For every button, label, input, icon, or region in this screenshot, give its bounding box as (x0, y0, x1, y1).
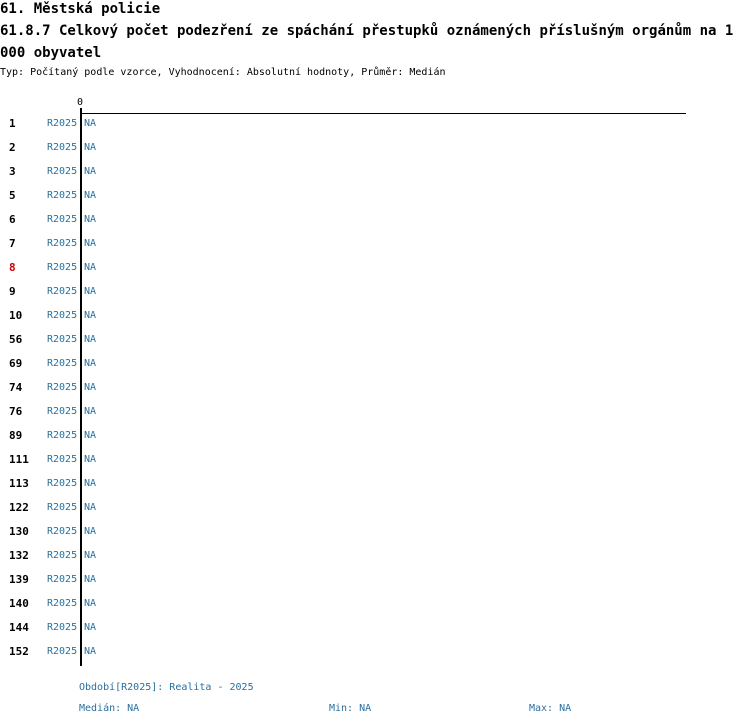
chart-row (0, 162, 200, 186)
value-label: NA (84, 334, 97, 345)
period-label: R2025 (47, 190, 78, 201)
value-label: NA (84, 406, 97, 417)
chart-row (0, 546, 200, 570)
chart-row (0, 114, 200, 138)
category-label: 132 (9, 549, 29, 562)
category-label: 6 (9, 213, 16, 226)
chart-row (0, 354, 200, 378)
period-label: R2025 (47, 238, 78, 249)
chart-row (0, 474, 200, 498)
chart-row (0, 450, 200, 474)
value-label: NA (84, 190, 97, 201)
value-label: NA (84, 622, 97, 633)
category-label: 69 (9, 357, 23, 370)
value-label: NA (84, 574, 97, 585)
chart-row (0, 282, 200, 306)
chart-row (0, 426, 200, 450)
category-label: 76 (9, 405, 23, 418)
category-label: 5 (9, 189, 16, 202)
category-label: 1 (9, 117, 16, 130)
category-label: 89 (9, 429, 23, 442)
category-label: 8 (9, 261, 16, 274)
period-label: R2025 (47, 382, 78, 393)
category-label: 56 (9, 333, 23, 346)
period-label: R2025 (47, 118, 78, 129)
period-label: R2025 (47, 334, 78, 345)
value-label: NA (84, 478, 97, 489)
chart-row (0, 402, 200, 426)
category-label: 10 (9, 309, 23, 322)
category-label: 144 (9, 621, 29, 634)
value-label: NA (84, 526, 97, 537)
category-label: 111 (9, 453, 29, 466)
value-label: NA (84, 382, 97, 393)
chart-meta: Typ: Počítaný podle vzorce, Vyhodnocení: Absolutní hodnoty, Průměr: Medián (0, 67, 446, 78)
category-label: 9 (9, 285, 16, 298)
category-label: 7 (9, 237, 16, 250)
x-axis-tick-0: 0 (77, 97, 84, 108)
chart-row (0, 138, 200, 162)
period-label: R2025 (47, 478, 78, 489)
period-label: R2025 (47, 646, 78, 657)
value-label: NA (84, 166, 97, 177)
category-label: 74 (9, 381, 23, 394)
chart-row (0, 618, 200, 642)
period-label: R2025 (47, 286, 78, 297)
value-label: NA (84, 118, 97, 129)
period-label: R2025 (47, 406, 78, 417)
value-label: NA (84, 598, 97, 609)
value-label: NA (84, 646, 97, 657)
chart-row (0, 570, 200, 594)
category-label: 122 (9, 501, 29, 514)
chart-row (0, 330, 200, 354)
value-label: NA (84, 454, 97, 465)
value-label: NA (84, 142, 97, 153)
value-label: NA (84, 550, 97, 561)
chart-row (0, 522, 200, 546)
period-label: R2025 (47, 454, 78, 465)
chart-row (0, 186, 200, 210)
max-stat: Max: NA (529, 703, 572, 714)
category-label: 113 (9, 477, 29, 490)
chart-title: 61.8.7 Celkový počet podezření ze spáchání přestupků oznámených příslušným orgánům na 1 000 obyvatel (0, 23, 734, 61)
category-label: 140 (9, 597, 29, 610)
period-label: R2025 (47, 214, 78, 225)
section-title: 61. Městská policie (0, 1, 161, 17)
chart-row (0, 234, 200, 258)
value-label: NA (84, 238, 97, 249)
category-label: 3 (9, 165, 16, 178)
period-label: R2025 (47, 358, 78, 369)
chart-row (0, 306, 200, 330)
chart-row (0, 210, 200, 234)
period-label: R2025 (47, 526, 78, 537)
period-label: R2025 (47, 550, 78, 561)
value-label: NA (84, 358, 97, 369)
chart-row (0, 498, 200, 522)
value-label: NA (84, 430, 97, 441)
chart-row (0, 594, 200, 618)
period-note: Období[R2025]: Realita - 2025 (79, 682, 254, 693)
min-stat: Min: NA (329, 703, 372, 714)
chart-row (0, 378, 200, 402)
period-label: R2025 (47, 502, 78, 513)
chart-row (0, 642, 200, 666)
period-label: R2025 (47, 598, 78, 609)
period-label: R2025 (47, 574, 78, 585)
period-label: R2025 (47, 430, 78, 441)
category-label: 2 (9, 141, 16, 154)
period-label: R2025 (47, 622, 78, 633)
period-label: R2025 (47, 142, 78, 153)
category-label: 139 (9, 573, 29, 586)
value-label: NA (84, 286, 97, 297)
category-label: 130 (9, 525, 29, 538)
value-label: NA (84, 502, 97, 513)
period-label: R2025 (47, 262, 78, 273)
category-label: 152 (9, 645, 29, 658)
value-label: NA (84, 310, 97, 321)
median-stat: Medián: NA (79, 703, 140, 714)
period-label: R2025 (47, 166, 78, 177)
value-label: NA (84, 262, 97, 273)
period-label: R2025 (47, 310, 78, 321)
chart-row (0, 258, 200, 282)
value-label: NA (84, 214, 97, 225)
